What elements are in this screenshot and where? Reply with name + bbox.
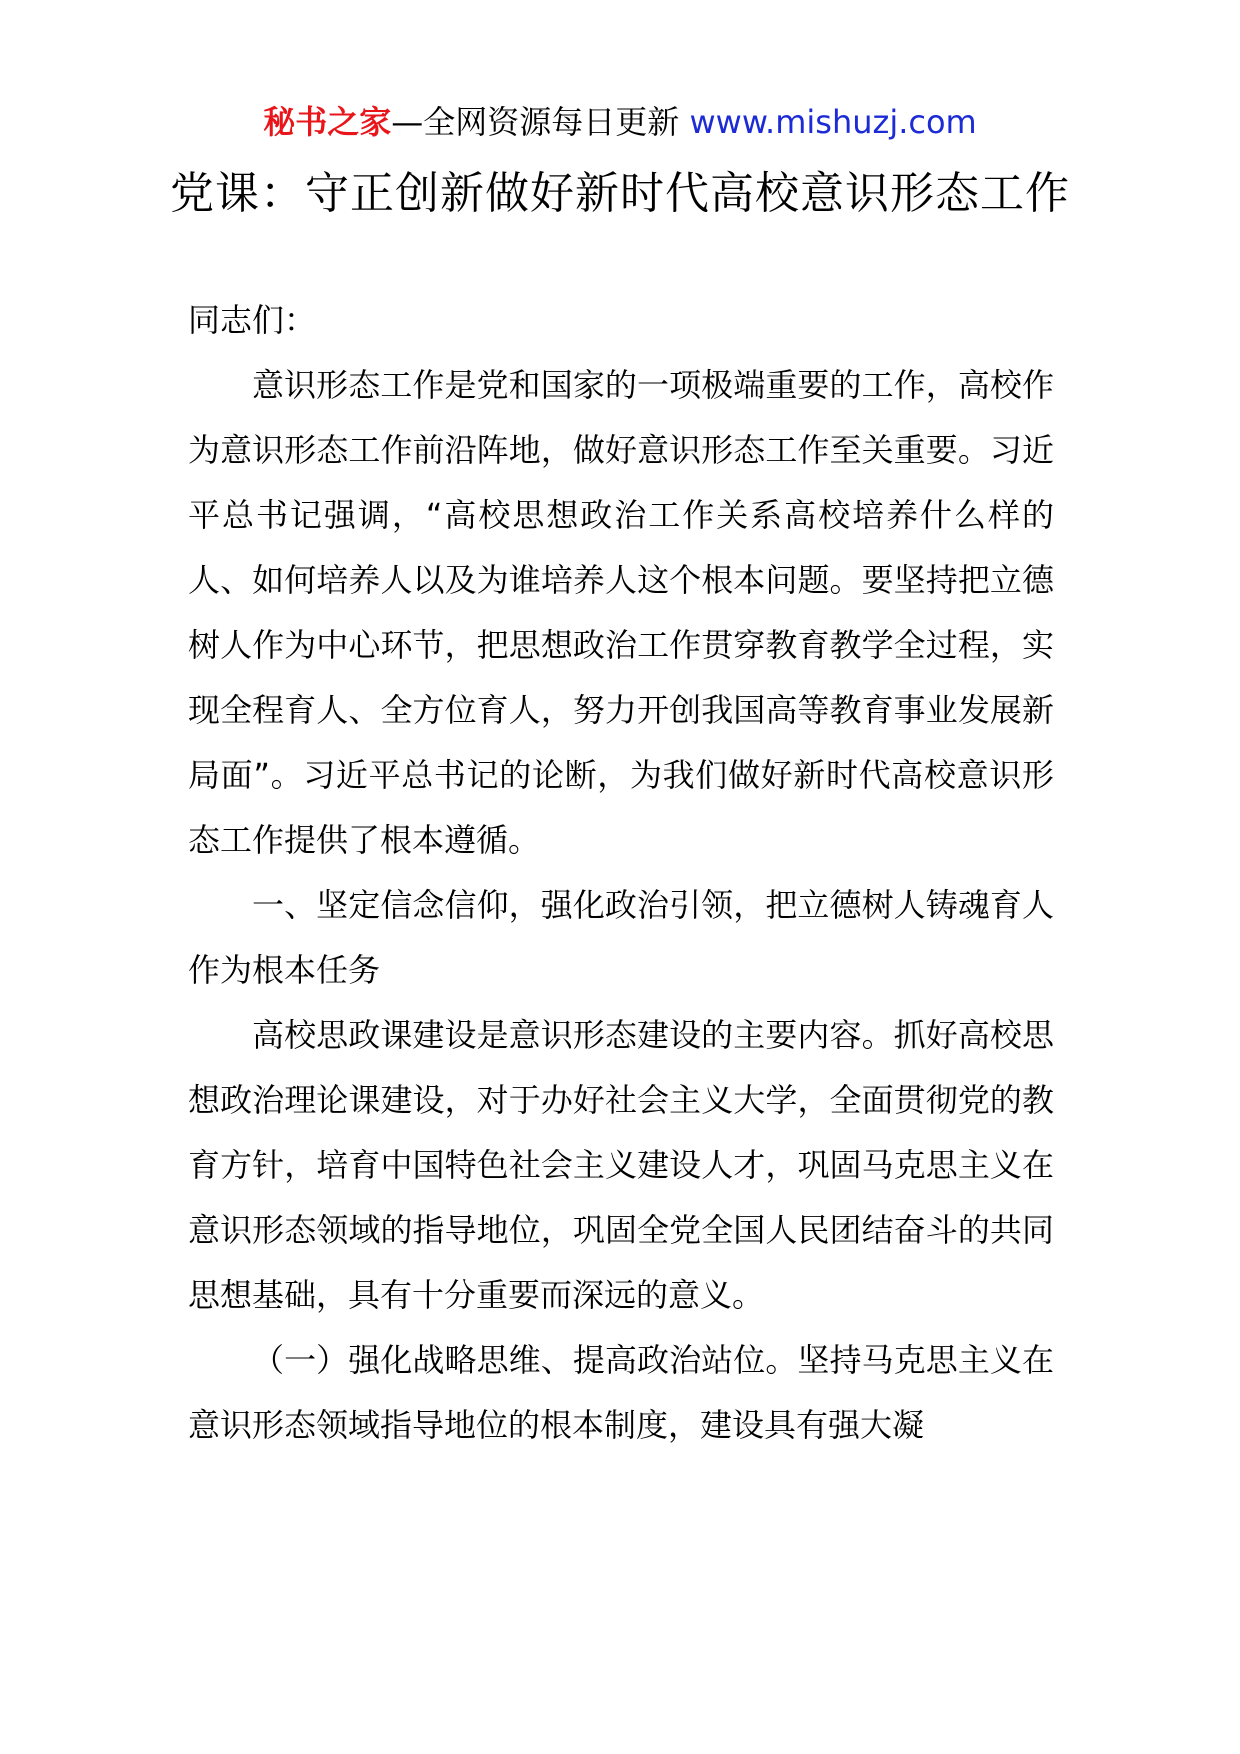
paragraph-section-one: 高校思政课建设是意识形态建设的主要内容。抓好高校思想政治理论课建设，对于办好社会主义大学，全面贯彻党的教育方针，培育中国特色社会主义建设人才，巩固马克思主义在意识形态领域的指导地位，巩固全党全国人民团结奋斗的共同思想基础，具有十分重要而深远的意义。 bbox=[188, 1016, 1054, 1314]
site-url-link[interactable]: www.mishuzj.com bbox=[689, 103, 977, 141]
brand-name: 秘书之家 bbox=[263, 103, 392, 141]
paragraph-intro: 意识形态工作是党和国家的一项极端重要的工作，高校作为意识形态工作前沿阵地，做好意识形态工作至关重要。习近平总书记强调，“高校思想政治工作关系高校培养什么样的人、如何培养人以及为谁培养人这个根本问题。要坚持把立德树人作为中心环节，把思想政治工作贯穿教育教学全过程，实现全程育人、全方位育人，努力开创我国高等教育事业发展新局面”。习近平总书记的论断，为我们做好新时代高校意识形态工作提供了根本遵循。 bbox=[188, 366, 1054, 859]
document-body bbox=[188, 288, 1054, 1458]
paragraph-subsection-one: （一）强化战略思维、提高政治站位。坚持马克思主义在意识形态领域指导地位的根本制度，建设具有强大凝 bbox=[188, 1341, 1054, 1444]
document-title: 党课：守正创新做好新时代高校意识形态工作 bbox=[170, 168, 1070, 219]
site-header bbox=[0, 100, 1240, 144]
greeting: 同志们： bbox=[188, 301, 317, 339]
header-slogan: —全网资源每日更新 bbox=[391, 103, 680, 141]
section-heading-one: 一、坚定信念信仰，强化政治引领，把立德树人铸魂育人作为根本任务 bbox=[188, 886, 1054, 989]
